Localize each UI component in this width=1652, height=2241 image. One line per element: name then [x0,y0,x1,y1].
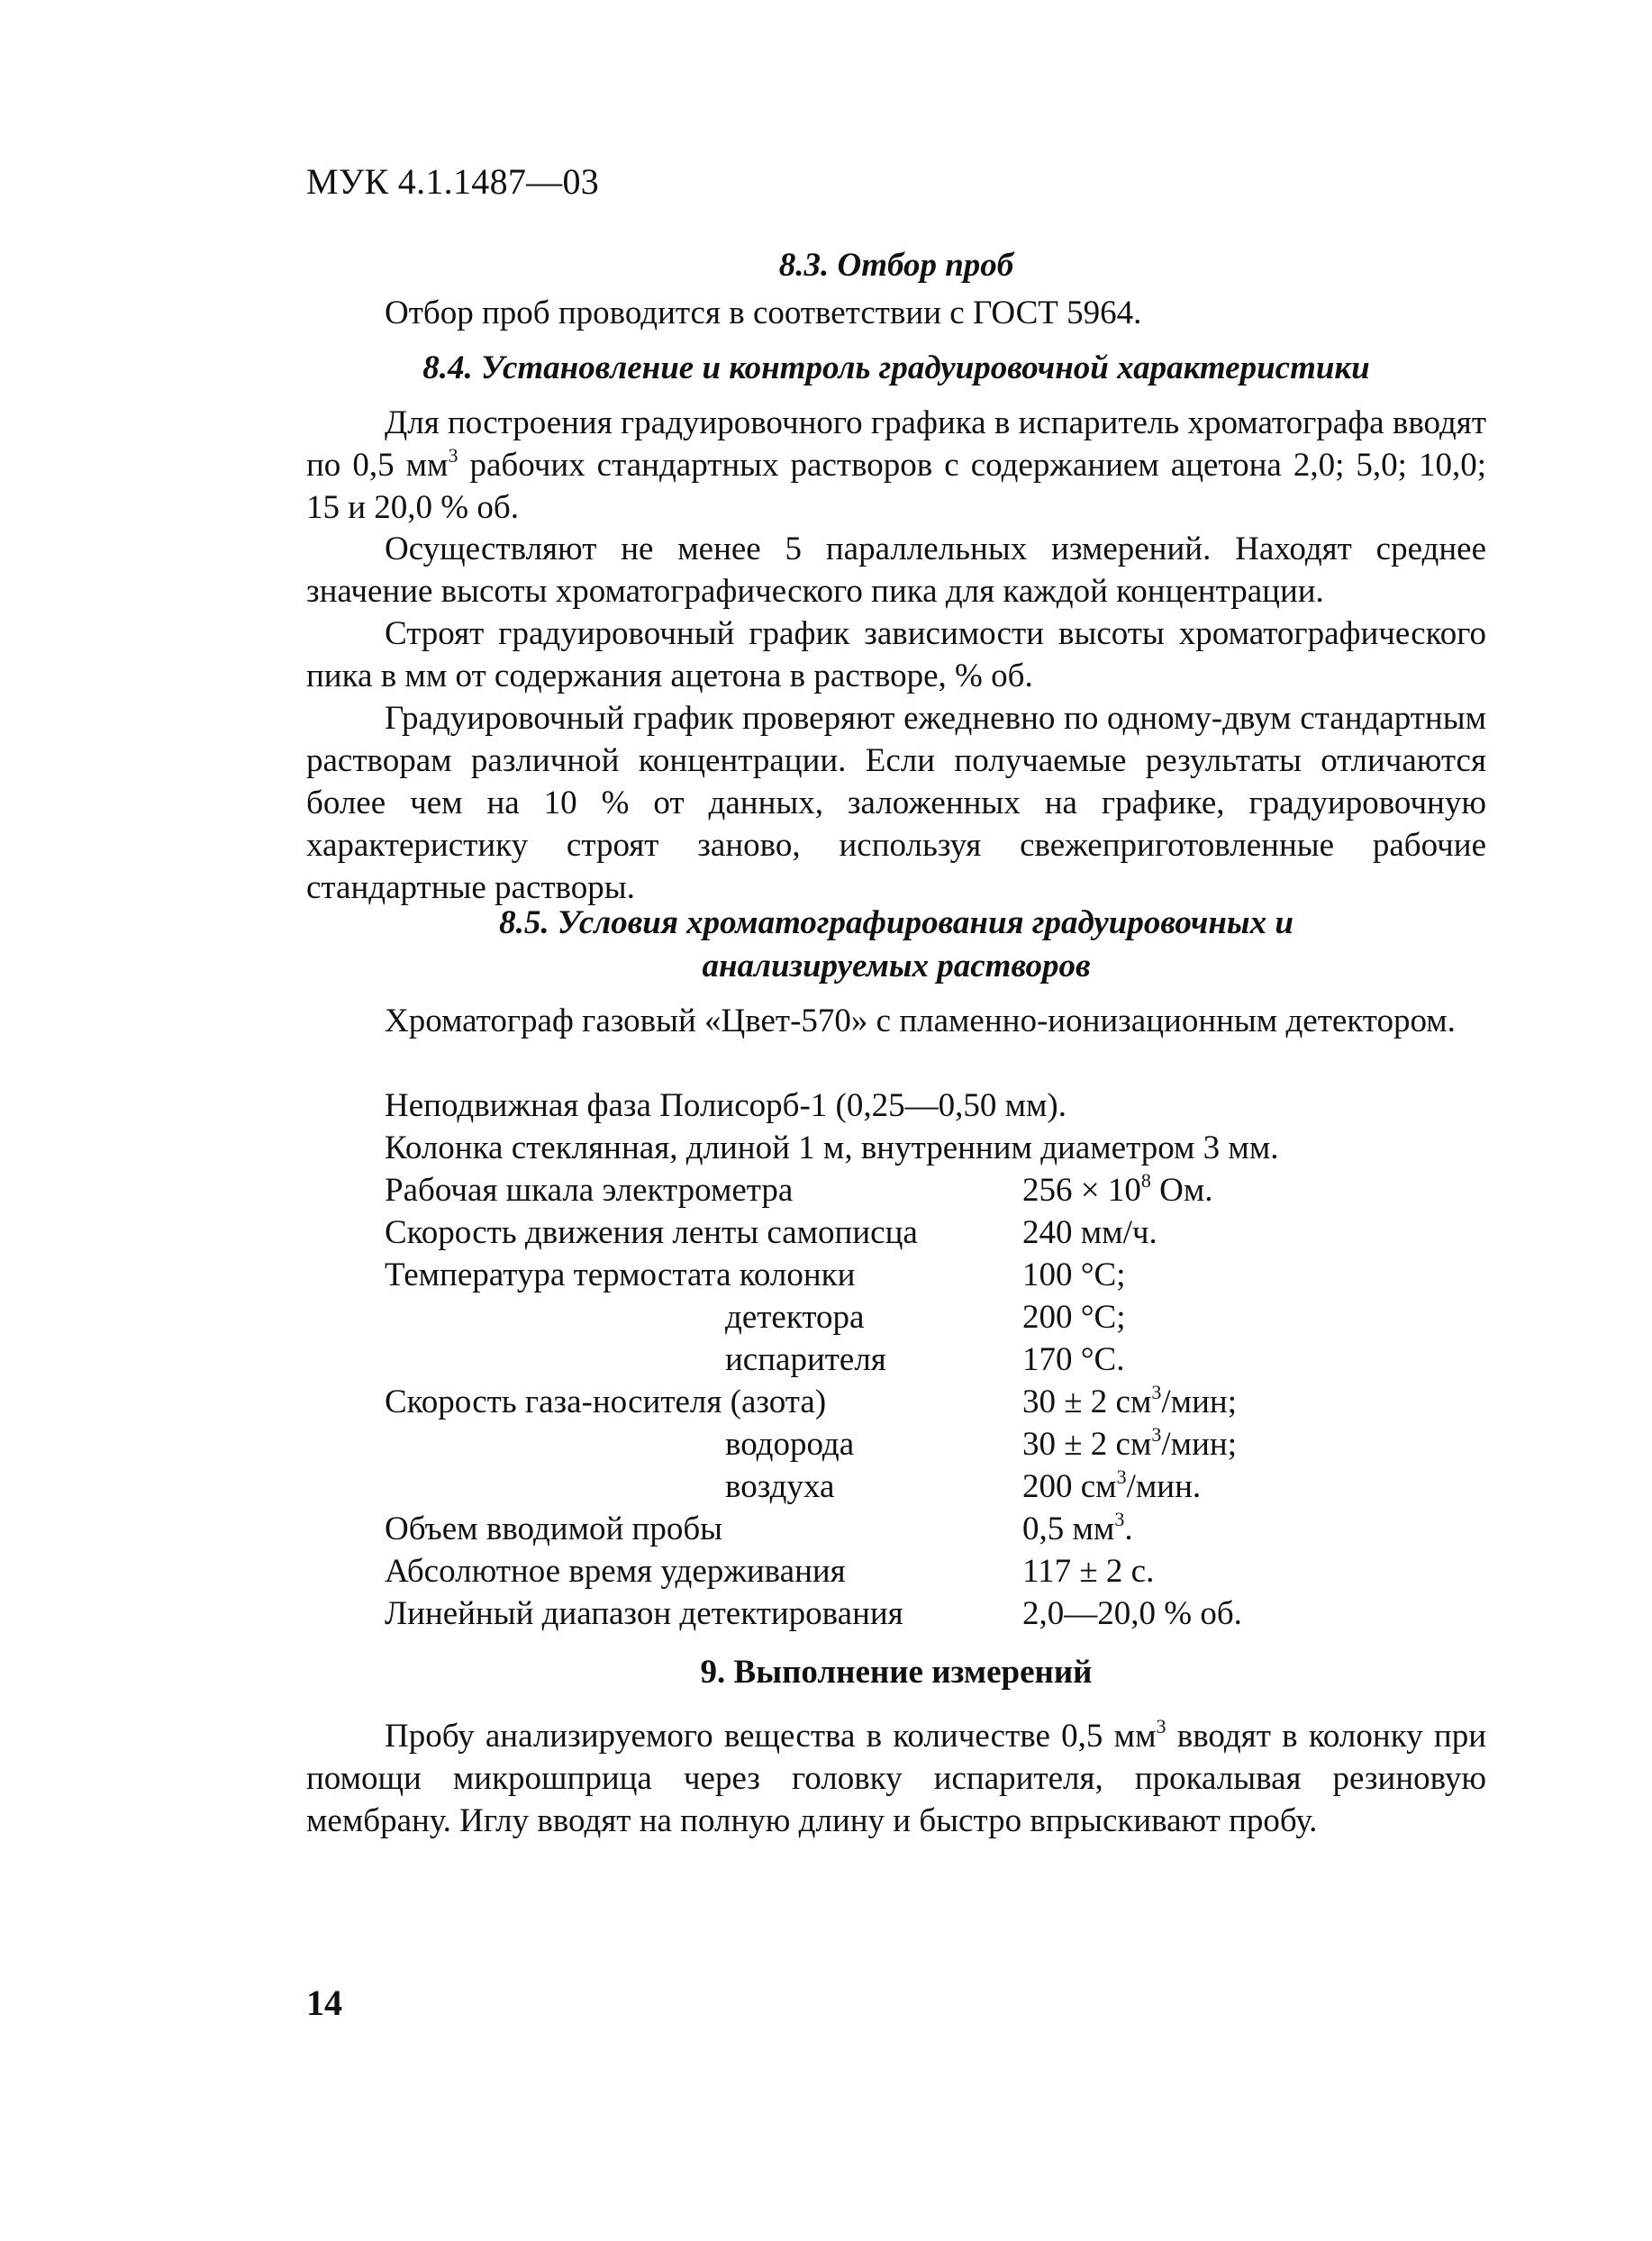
section-9-paragraph-1: Пробу анализируемого вещества в количестве 0,5 $мм^3$ вводят в колонку при помощи микрошприца через головку испарителя, прокалывая резиновую мембрану. Иглу вводят на полную длину и быстро впрыскивают пробу. [306,1715,1486,1839]
param-label: Рабочая шкала электрометра [385,1172,794,1209]
param-value: $256 \times 10^8$ Ом. [1022,1169,1213,1209]
param-value: 0,5 $мм^3$. [1022,1508,1133,1547]
section-8-3-title: 8.3. Отбор проб [778,247,1014,284]
param-row-retention-time [385,1550,1486,1592]
section-8-5-title-line-2: анализируемых растворов [702,948,1091,984]
param-value: 30 ± 2 $см^3$/мин; [1022,1423,1237,1463]
param-value: 30 ± 2 $см^3$/мин; [1022,1381,1237,1420]
param-row-electrometer-scale [385,1169,1486,1211]
section-8-5-title-line-1: 8.5. Условия хроматографирования градуировочных и [499,904,1293,941]
param-row-carrier-gas [385,1381,1486,1423]
document-page [306,0,1486,2241]
document-code: МУК 4.1.1487—03 [306,161,600,202]
param-row-evaporator-temp [385,1338,1486,1381]
section-8-4-paragraph-3: Строят градуировочный график зависимости высоты хроматографического пика в мм от содержания ацетона в растворе, % об. [306,615,1486,694]
param-value: 2,0—20,0 % об. [1022,1595,1242,1632]
param-row-tape-speed [385,1211,1486,1254]
param-value: 200 $см^3$/мин. [1022,1465,1202,1505]
param-value: 200 °С; [1022,1299,1126,1336]
param-label: Скорость движения ленты самописца [385,1214,918,1251]
section-8-3-text: Отбор проб проводится в соответствии с ГОСТ 5964. [385,295,1142,331]
section-8-4-paragraph-1: Для построения градуировочного графика в испаритель хроматографа вводят по 0,5 $мм^3$ рабочих стандартных растворов с содержанием ацетона 2,0; 5,0; 10,0; 15 и 20,0 % об. [306,404,1486,526]
param-label: воздуха [725,1468,835,1505]
param-row-air [385,1465,1486,1508]
param-label: Объем вводимой пробы [385,1511,723,1547]
page-number: 14 [306,1982,342,2023]
param-value: 170 °С. [1022,1341,1125,1378]
param-row-detection-range [385,1592,1486,1635]
param-value: 100 °С; [1022,1257,1126,1293]
param-label: испарителя [725,1341,886,1378]
param-label: Скорость газа-носителя (азота) [385,1384,827,1420]
param-label: водорода [725,1426,855,1463]
column-line: Колонка стеклянная, длиной 1 м, внутренним диаметром 3 мм. [385,1130,1279,1166]
param-label: Температура термостата колонки [385,1257,856,1293]
param-row-column-temp [385,1254,1486,1296]
section-8-4-title: 8.4. Установление и контроль градуировочной характеристики [422,349,1370,386]
stationary-phase-line: Неподвижная фаза Полисорб-1 (0,25—0,50 мм). [385,1087,1067,1124]
section-9-title: 9. Выполнение измерений [700,1654,1093,1691]
param-row-sample-volume [385,1508,1486,1550]
section-8-4-paragraph-4: Градуировочный график проверяют ежедневно по одному-двум стандартным растворам различной концентрации. Если получаемые результаты отличаются более чем на 10 % от данных, заложенных на графике, градуировочную характеристику строят заново, используя свежеприготовленные рабочие стандартные растворы. [306,700,1486,906]
param-row-detector-temp [385,1296,1486,1338]
param-value: 117 ± 2 с. [1022,1553,1155,1590]
param-label: детектора [725,1299,865,1336]
section-8-4-paragraph-2: Осуществляют не менее 5 параллельных измерений. Находят среднее значение высоты хроматографического пика для каждой концентрации. [306,531,1486,610]
param-label: Линейный диапазон детектирования [385,1595,903,1632]
param-row-hydrogen [385,1423,1486,1465]
section-8-5-paragraph-1: Хроматограф газовый «Цвет-570» с пламенно-ионизационным детектором. [385,1003,1456,1039]
param-label: Абсолютное время удерживания [385,1553,846,1590]
param-value: 240 мм/ч. [1022,1214,1157,1251]
